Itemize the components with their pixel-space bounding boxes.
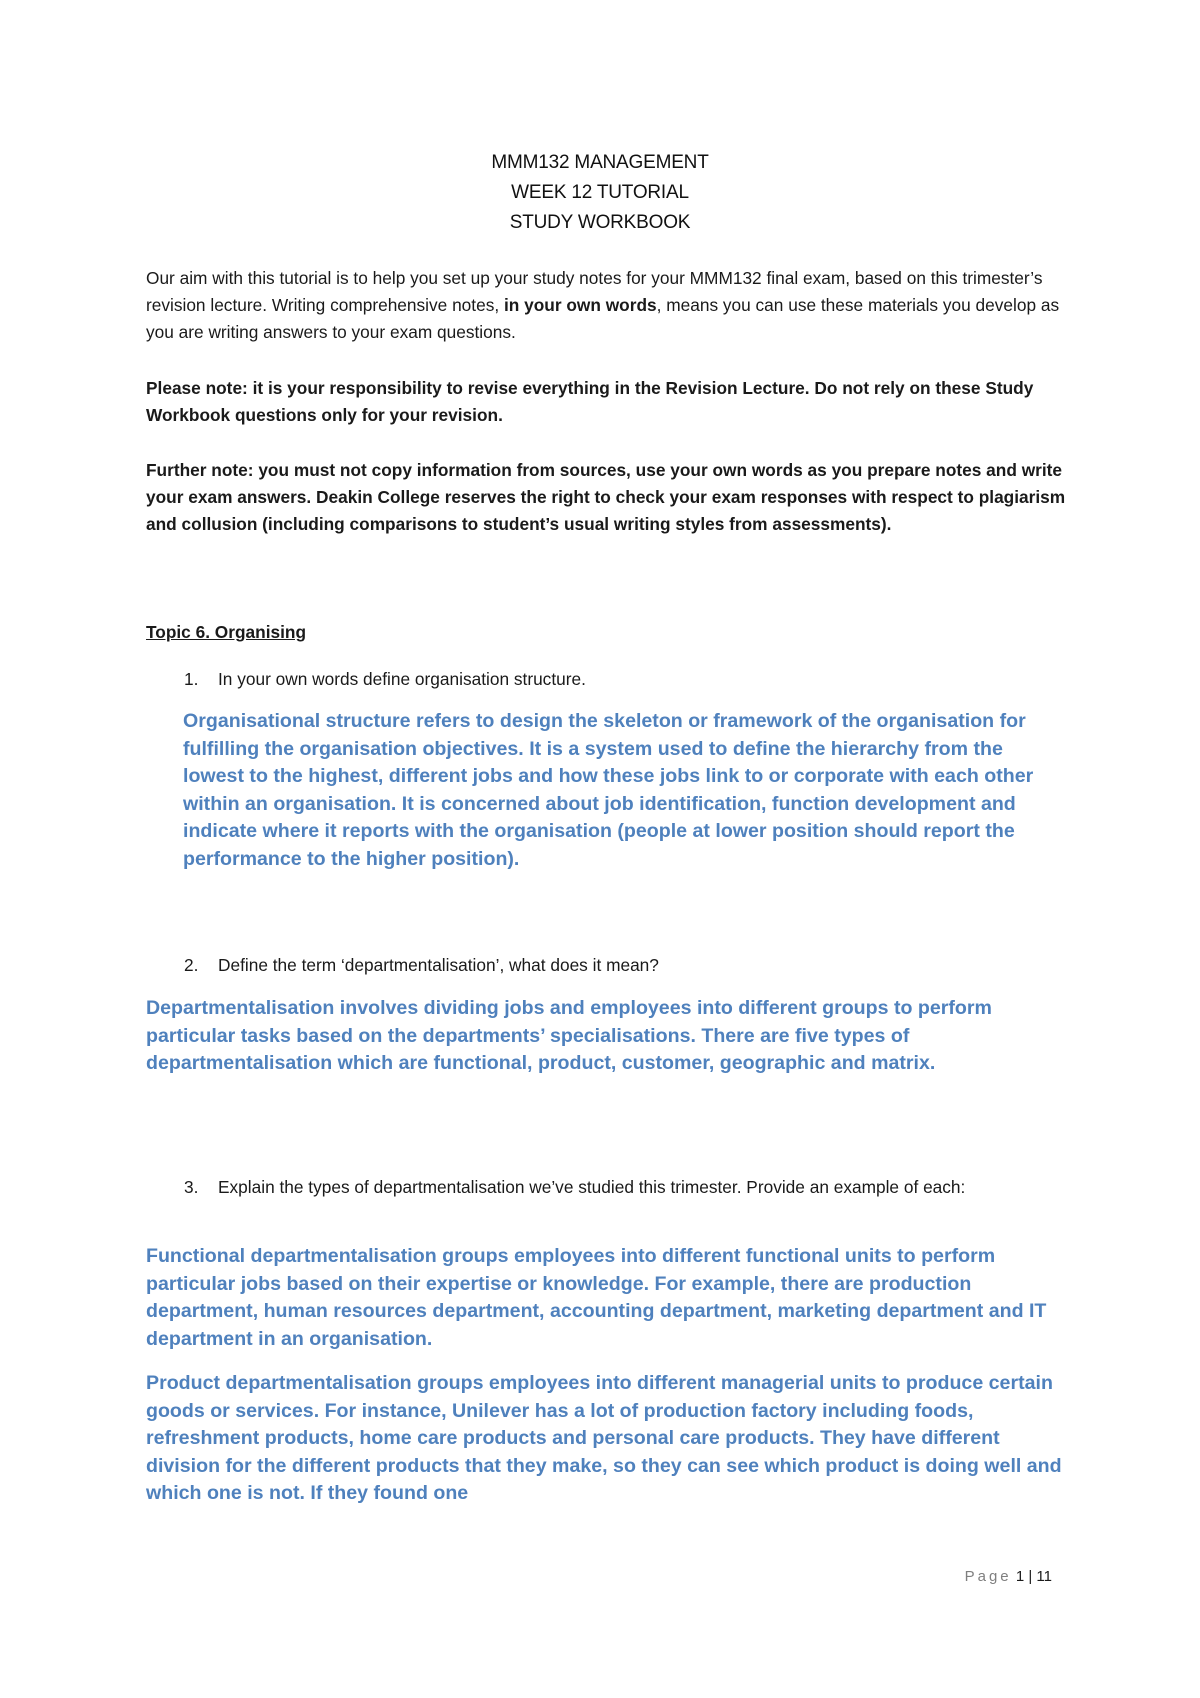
answer-2: Departmentalisation involves dividing jobs and employees into different groups to perform particular tasks based on the departments’ specialisations. There are five types of departmentalisation which are functional, product, customer, geographic and matrix. (146, 997, 992, 1075)
page-separator: | (1028, 1568, 1033, 1585)
intro-text-1: Our aim with this tutorial is to help you set up your study notes for your MMM132 final exam, based on this trimester’s revision lecture. Writing comprehensive notes, (146, 268, 1043, 315)
question-text: Define the term ‘departmentalisation’, what does it mean? (218, 955, 659, 975)
workbook-title: STUDY WORKBOOK (509, 212, 691, 233)
question-number: 1. (184, 669, 199, 689)
intro-bold-text: in your own words (503, 295, 657, 315)
please-note-paragraph: Please note: it is your responsibility to revise everything in the Revision Lecture. Do not rely on these Study Workbook questions only for your revision. (146, 378, 1034, 425)
question-2 (146, 951, 1066, 979)
question-number: 2. (184, 955, 199, 975)
answer-3-functional: Functional departmentalisation groups employees into different functional units to perform particular jobs based on their expertise or knowledge. For example, there are production department, human resources department, accounting department, marketing department and IT department in an organisation. (146, 1245, 1047, 1350)
course-title: MMM132 MANAGEMENT (491, 152, 709, 173)
answer-3-product: Product departmentalisation groups employees into different managerial units to produce certain goods or services. For instance, Unilever has a lot of production factory including foods, refreshment products, home care products and personal care products. They have different division for the different products that they make, so they can see which product is doing well and which one is not. If they found one (146, 1372, 1062, 1505)
week-title: WEEK 12 TUTORIAL (511, 182, 689, 203)
further-note-paragraph: Further note: you must not copy information from sources, use your own words as you prepare notes and write your exam answers. Deakin College reserves the right to check your exam responses with respect to plagiarism and collusion (including comparisons to student’s usual writing styles from assessments). (146, 460, 1066, 534)
question-text: In your own words define organisation structure. (218, 669, 586, 689)
question-text: Explain the types of departmentalisation we’ve studied this trimester. Provide an example of each: (218, 1177, 966, 1197)
document-title-block (0, 148, 1200, 238)
question-1 (146, 665, 1066, 693)
page-footer (965, 1568, 1052, 1585)
intro-text-2: , means you can use these materials you develop as you are writing answers to your exam questions. (146, 295, 1060, 342)
intro-paragraph (146, 265, 1066, 346)
question-number: 3. (184, 1177, 199, 1197)
question-3 (146, 1173, 1066, 1201)
page-total: 11 (1036, 1568, 1052, 1585)
answer-1: Organisational structure refers to design the skeleton or framework of the organisation for fulfilling the organisation objectives. It is a system used to define the hierarchy from the lowest to the highest, different jobs and how these jobs link to or corporate with each other within an organisation. It is concerned about job identification, function development and indicate where it reports with the organisation (people at lower position should report the performance to the higher position). (183, 710, 1034, 870)
page-label: Page (964, 1568, 1012, 1585)
topic-heading: Topic 6. Organising (146, 622, 307, 642)
page-number: 1 (1015, 1568, 1025, 1585)
